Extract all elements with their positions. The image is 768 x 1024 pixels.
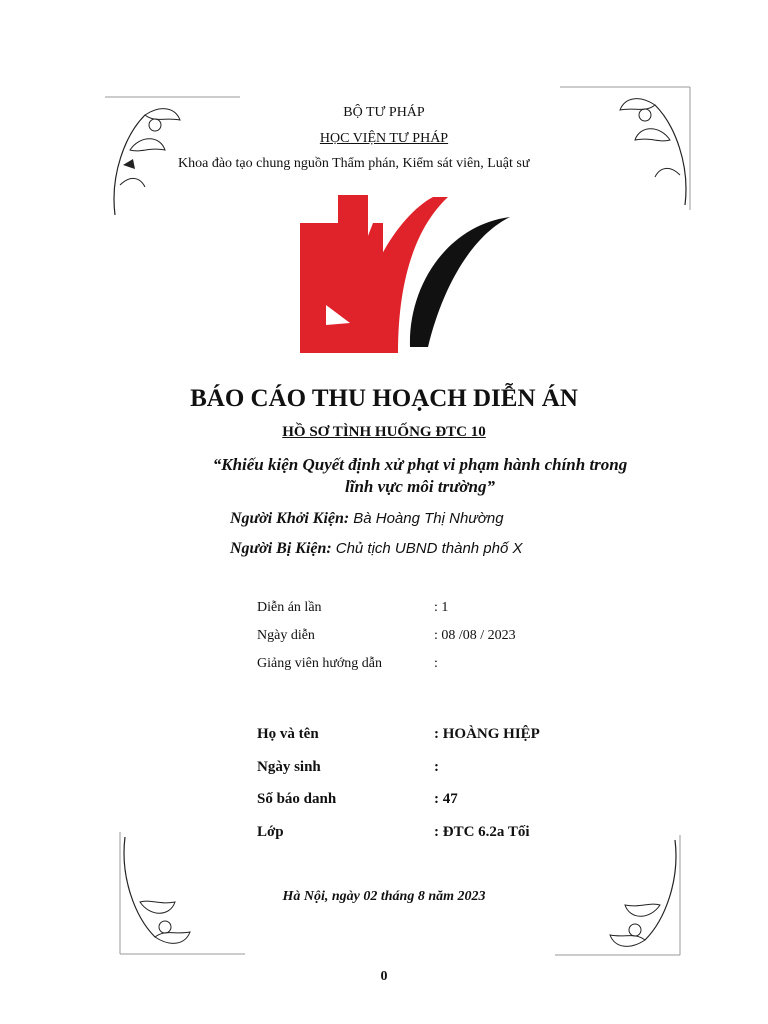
student-label: Họ và tên (257, 726, 319, 742)
ministry-name: BỘ TƯ PHÁP (343, 105, 425, 120)
defendant-value: Chủ tịch UBND thành phố X (335, 540, 523, 557)
academy-name: HỌC VIỆN TƯ PHÁP (319, 131, 449, 146)
student-row (257, 791, 458, 808)
session-value: : (434, 656, 438, 671)
student-row (257, 726, 540, 743)
student-value: : 47 (434, 791, 458, 807)
faculty-name: Khoa đào tạo chung nguồn Thẩm phán, Kiểm sát viên, Luật sư (178, 156, 530, 171)
student-value: : ĐTC 6.2a Tối (434, 824, 530, 840)
session-value: : 08 /08 / 2023 (434, 628, 516, 643)
page-number: 0 (380, 969, 388, 984)
student-value: : HOÀNG HIỆP (434, 726, 540, 742)
case-quote (160, 454, 680, 498)
plaintiff-value: Bà Hoàng Thị Nhường (353, 510, 504, 527)
student-value: : (434, 759, 439, 775)
defendant-line (230, 540, 523, 558)
session-row (257, 600, 449, 616)
student-label: Ngày sinh (257, 759, 321, 775)
session-label: Ngày diễn (257, 628, 315, 643)
plaintiff-label: Người Khởi Kiện: (230, 510, 350, 527)
case-quote-line-1: “Khiếu kiện Quyết định xử phạt vi phạm hành chính trong (212, 455, 628, 474)
report-title: BÁO CÁO THU HOẠCH DIỄN ÁN (190, 385, 578, 412)
student-label: Số báo danh (257, 791, 337, 807)
defendant-label: Người Bị Kiện: (230, 540, 332, 557)
case-quote-line-2: lĩnh vực môi trường” (345, 477, 495, 496)
session-row (257, 628, 516, 644)
student-row (257, 824, 530, 841)
session-label: Giảng viên hướng dẫn (257, 656, 383, 671)
student-label: Lớp (257, 824, 284, 840)
session-row (257, 656, 438, 672)
floral-corner-icon (560, 85, 695, 210)
academy-logo-icon (298, 195, 513, 353)
case-file-subtitle: HỒ SƠ TÌNH HUỐNG ĐTC 10 (282, 424, 486, 440)
place-date-line: Hà Nội, ngày 02 tháng 8 năm 2023 (282, 889, 486, 904)
session-value: : 1 (434, 600, 449, 615)
session-label: Diễn án lần (257, 600, 322, 615)
student-row (257, 759, 439, 776)
plaintiff-line (230, 510, 504, 528)
